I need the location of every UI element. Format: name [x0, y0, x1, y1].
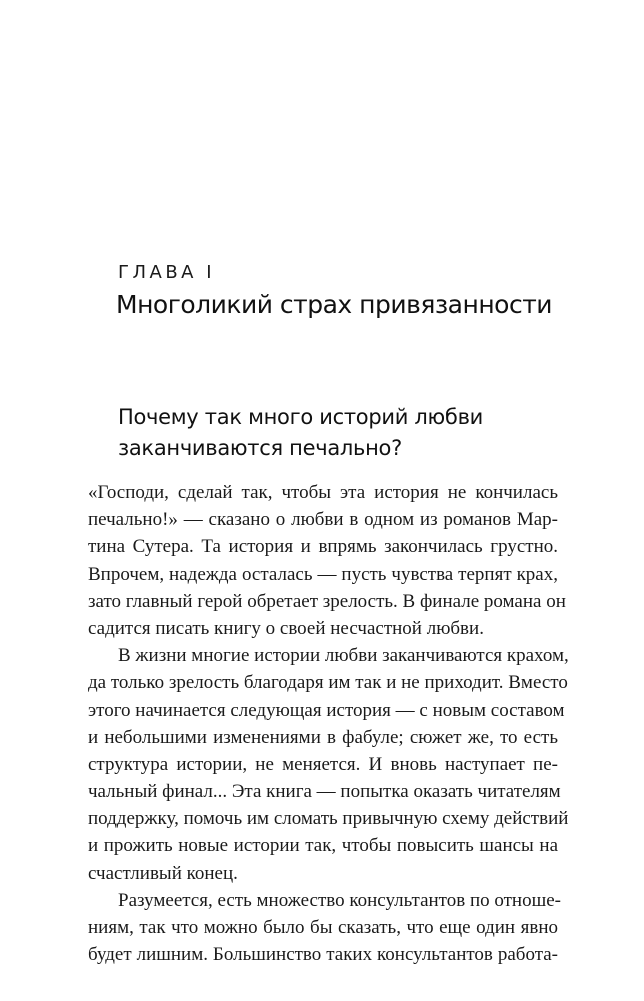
text-line: структура истории, не меняется. И вновь наступает пе- — [88, 753, 558, 775]
section-heading — [118, 402, 558, 464]
section-heading-line: заканчиваются печально? — [118, 436, 402, 460]
text-line: да только зрелость благодаря им так и не приходит. Вместо — [88, 672, 568, 694]
text-line: зато главный герой обретает зрелость. В финале романа он — [88, 590, 566, 612]
text-line: ниям, так что можно было бы сказать, что еще один явно — [88, 917, 558, 938]
text-line: «Господи, сделай так, чтобы эта история не кончилась — [88, 482, 558, 503]
chapter-label: ГЛАВА I — [118, 262, 216, 283]
text-line: поддержку, помочь им сломать привычную схему действий — [88, 808, 569, 830]
text-line: и прожить новые истории так, чтобы повысить шансы на — [88, 835, 558, 857]
text-line: Впрочем, надежда осталась — пусть чувства терпят крах, — [88, 563, 558, 585]
text-line: этого начинается следующая история — с новым составом — [88, 699, 565, 721]
text-line: Разумеется, есть множество консультантов по отноше- — [118, 889, 561, 911]
text-line: садится писать книгу о своей несчастной любви. — [88, 617, 484, 639]
section-heading-line: Почему так много историй любви — [118, 405, 484, 429]
text-line: счастливый конец. — [88, 862, 238, 884]
chapter-title: Многоликий страх привязанности — [116, 290, 553, 319]
text-line: будет лишним. Большинство таких консультантов работа- — [88, 944, 558, 966]
text-line: чальный финал... Эта книга — попытка оказать читателям — [88, 781, 561, 803]
body-text — [88, 479, 569, 968]
text-line: В жизни многие истории любви заканчиваются крахом, — [118, 645, 569, 667]
text-line: тина Сутера. Та история и впрямь закончилась грустно. — [88, 536, 558, 558]
text-line: и небольшими изменениями в фабуле; сюжет же, то есть — [88, 726, 558, 748]
text-line: печально!» — сказано о любви в одном из романов Мар- — [88, 509, 558, 531]
